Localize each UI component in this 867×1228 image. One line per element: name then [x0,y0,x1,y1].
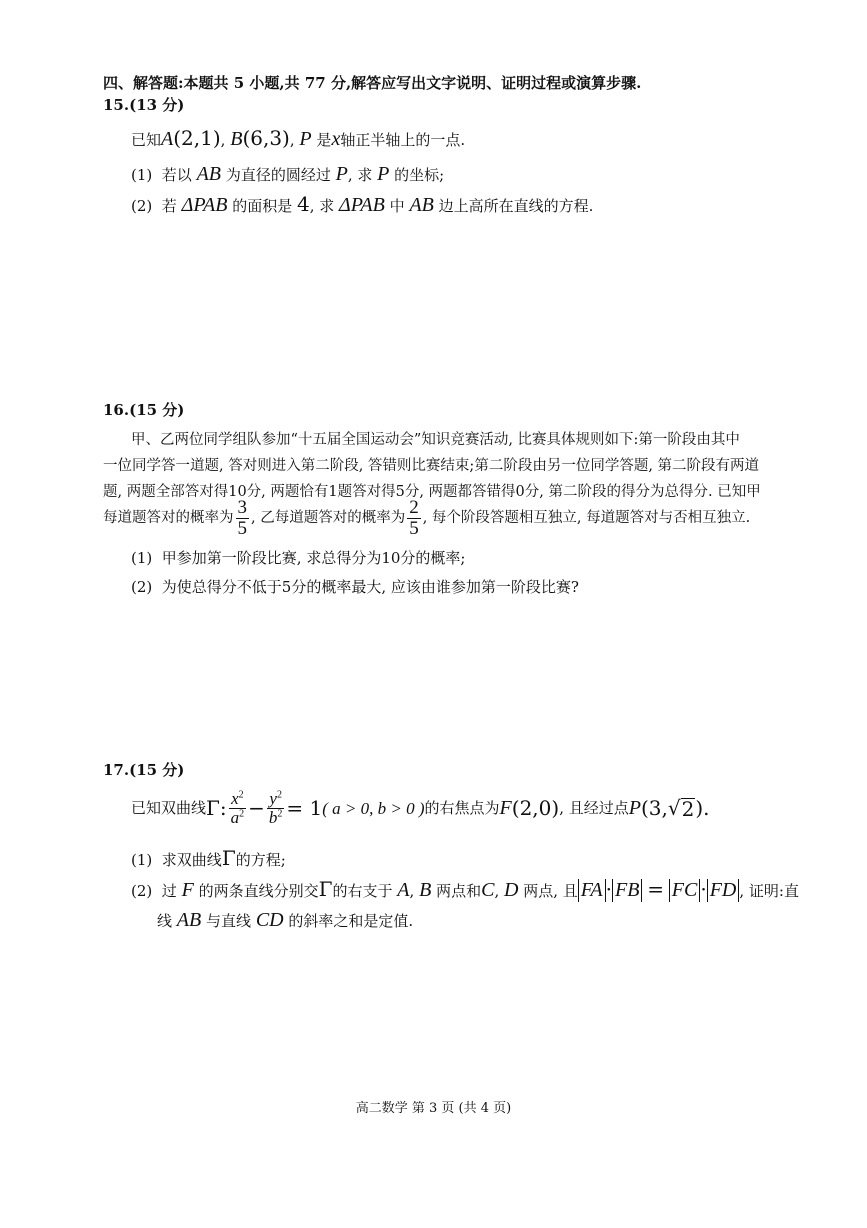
point-P-coords-close: ). [695,796,710,821]
text: 求双曲线 [161,851,222,869]
text: 每道题答对的概率为 [103,510,234,527]
fraction-y2-b2 [267,790,285,827]
q16-line2: 一位同学答一道题, 答对则进入第二阶段, 答错则比赛结束;第二阶段由另一位同学答题, 第二阶段有两道 [103,458,760,474]
denominator: 5 [237,517,247,539]
text: 两点, 且 [523,882,578,900]
condition: ( a > 0, b > 0 ) [322,798,425,818]
fraction-x2-a2 [229,790,247,827]
text: 中 [389,197,405,215]
var-a: a [230,807,240,827]
denominator: 5 [409,517,419,539]
q16-part2 [131,580,579,595]
q15-number: 15. [103,96,130,114]
point-P: P [335,163,348,185]
text: , 求 [309,197,335,215]
point-P: P [299,128,312,150]
q16-heading [103,403,184,418]
abs-FB: FB [612,879,642,902]
text: 的斜率之和是定值. [288,912,414,930]
part-number: (2) [131,197,153,215]
text: 已知 [131,131,162,149]
text: 的右支于 [332,882,393,900]
section-header: 四、解答题:本题共 5 小题,共 77 分,解答应写出文字说明、证明过程或演算步骤. [103,74,642,92]
text: , [409,882,415,900]
equals-one: = 1 [286,796,323,821]
text: 的方程; [235,851,286,869]
part-number: (1) [131,549,153,567]
fraction-3-5 [236,498,250,539]
part-number: (1) [131,166,153,184]
abs-FC: FC [669,879,701,902]
curve-gamma: Γ [221,846,236,870]
text: 若 [161,197,177,215]
q17-score: (15 分) [129,761,185,779]
sqrt-radicand: 2 [681,796,695,821]
var-x: x [331,128,341,150]
q16-score: (15 分) [129,401,185,419]
point-F: F [181,879,194,901]
text: 两点和 [436,882,482,900]
q16-line4 [103,498,750,539]
text: , [494,882,500,900]
text: 轴正半轴上的一点. [340,131,466,149]
q15-part2 [131,194,593,215]
curve-gamma: Γ [206,796,220,821]
numerator: 3 [237,497,247,518]
var-x: x [231,789,239,808]
text: : [219,796,227,821]
minus-sign: − [248,796,265,821]
curve-gamma: Γ [318,877,333,901]
dot: · [700,877,707,901]
part-number: (2) [131,578,153,596]
point-A: A [397,879,410,901]
dot: · [605,877,612,901]
text: 的面积是 [232,197,293,215]
q16-line1: 甲、乙两位同学组队参加“十五届全国运动会”知识竞赛活动, 比赛具体规则如下:第一阶段由其中 [131,432,740,448]
triangle-PAB: ΔPAB [339,194,385,216]
exponent: 2 [277,808,283,820]
q16-line3: 题, 两题全部答对得10分, 两题恰有1题答对得5分, 两题都答错得0分, 第二阶段的得分为总得分. 已知甲 [103,484,761,500]
numerator: 2 [409,497,419,518]
text: , 每个阶段答题相互独立, 每道题答对与否相互独立. [422,510,751,527]
part-number: (1) [131,851,153,869]
point-F-coords: (2,0) [511,796,560,821]
q17-part2-line2 [157,910,413,930]
point-A: A [161,128,174,150]
fraction-2-5 [407,498,421,539]
text: 的坐标; [394,166,445,184]
text: 过 [161,882,177,900]
text: 为使总得分不低于5分的概率最大, 应该由谁参加第一阶段比赛? [161,578,579,596]
text: , 且经过点 [559,798,629,817]
q15-heading [103,98,184,113]
part-number: (2) [131,882,153,900]
point-C: C [481,879,495,901]
text: 甲参加第一阶段比赛, 求总得分为10分的概率; [161,549,466,567]
exponent: 2 [238,789,244,801]
point-D: D [504,879,519,901]
segment-AB: AB [409,194,434,216]
point-B: B [419,879,432,901]
abs-FD: FD [707,879,740,902]
triangle-PAB: ΔPAB [181,194,228,216]
text: 是 [316,131,332,149]
q15-stem [131,128,465,149]
sqrt-sign: √ [667,796,681,821]
point-A-coords: (2,1) [173,126,221,150]
q17-number: 17. [103,761,130,779]
q15-part1 [131,164,444,184]
q16-part1 [131,551,465,566]
q16-number: 16. [103,401,130,419]
exponent: 2 [276,789,282,801]
q17-heading [103,763,184,778]
area-value: 4 [296,192,310,216]
text: , 求 [347,166,373,184]
point-B: B [230,128,243,150]
text: 为直径的圆经过 [225,166,331,184]
text: , 证明:直 [739,882,799,900]
text: 的两条直线分别交 [198,882,319,900]
q15-score: (13 分) [129,96,185,114]
q17-part1 [131,848,286,868]
var-b: b [268,807,278,827]
abs-FA: FA [578,879,606,902]
line-CD: CD [255,909,284,931]
q17-stem [131,790,710,827]
text: , [289,131,295,149]
point-P-coords-open: (3, [640,796,668,821]
line-AB: AB [176,909,202,931]
exponent: 2 [239,808,245,820]
text: 若以 [161,166,192,184]
text: , [220,131,226,149]
text: , 乙每道题答对的概率为 [251,510,406,527]
text: 的右焦点为 [424,798,500,817]
text: 线 [157,912,173,930]
var-y: y [269,789,277,808]
point-P: P [377,163,390,185]
text: 边上高所在直线的方程. [438,197,594,215]
point-P: P [628,797,641,820]
point-B-coords: (6,3) [242,126,290,150]
equals-sign: = [647,877,664,901]
text: 与直线 [206,912,252,930]
segment-AB: AB [196,163,222,185]
text: 已知双曲线 [131,798,207,817]
page-footer: 高二数学 第 3 页 (共 4 页) [355,1101,512,1116]
q17-part2-line1 [131,879,799,902]
point-F: F [499,797,512,820]
